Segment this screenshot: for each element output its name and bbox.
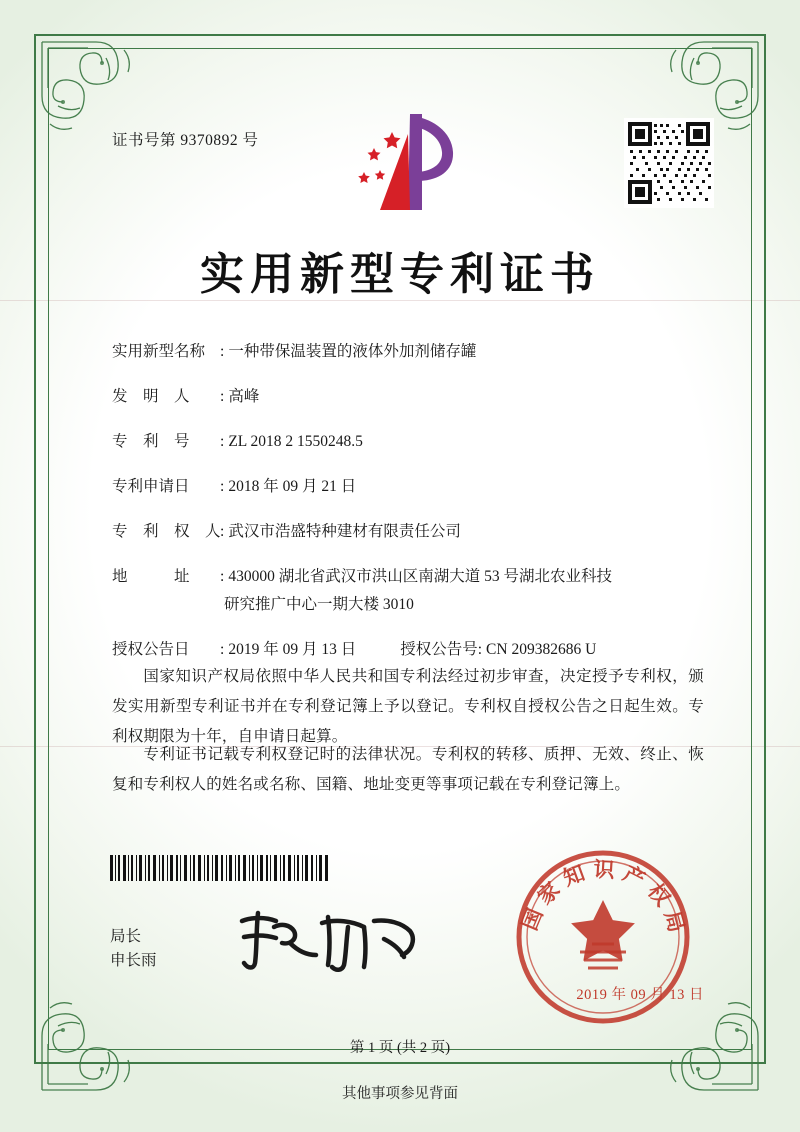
footer-note: 其他事项参见背面 [342,1086,458,1102]
field-list [112,340,712,678]
field-label: 专 利 号 [112,433,190,451]
grant-date-value: 2019 年 09 月 13 日 [228,641,357,659]
field-colon: : [220,523,225,541]
field-row-patentee [112,520,712,544]
field-value: 武汉市浩盛特种建材有限责任公司 [228,523,461,541]
field-value: 高峰 [228,388,260,406]
field-colon: : [220,433,225,451]
field-row-application-date [112,475,712,499]
cnipa-logo-icon [352,110,462,215]
grant-number-value: CN 209382686 U [486,641,597,659]
field-label: 发 明 人 [112,388,190,406]
field-value: 一种带保温装置的液体外加剂储存罐 [228,343,477,360]
field-value: ZL 2018 2 1550248.5 [228,433,363,451]
page-number: 第 1 页 (共 2 页) [349,1040,451,1056]
field-colon: : [220,388,225,406]
paragraph-1-text: 国家知识产权局依照中华人民共和国专利法经过初步审查，决定授予专利权，颁发实用新型专利证书并在专利登记簿上予以登记。专利权自授权公告之日起生效。专利权期限为十年，自申请日起算。 [112,668,704,746]
signature-block [110,925,157,973]
grant-date-colon: : [220,641,225,659]
director-title: 局长 [110,928,142,945]
seal-date: 2019 年 09 月 13 日 [576,987,704,1003]
grant-number-label: 授权公告号 [400,641,478,659]
handwritten-signature-icon [232,905,422,975]
field-label: 专 利 权 人 [112,523,221,541]
grant-number-colon: : [477,641,483,659]
field-value: 430000 湖北省武汉市洪山区南湖大道 53 号湖北农业科技 [228,568,612,586]
page-title: 实用新型专利证书 [200,249,600,300]
field-label: 专利申请日 [112,478,190,496]
paragraph-2-text: 专利证书记载专利权登记时的法律状况。专利权的转移、质押、无效、终止、恢复和专利权人的姓名或名称、国籍、地址变更等事项记载在专利登记簿上。 [112,746,704,794]
field-row-utility-model-name [112,340,712,364]
address-second-line: 研究推广中心一期大楼 3010 [224,596,414,614]
field-row-grant [112,638,712,662]
paragraph-2 [112,740,704,800]
field-row-address [112,565,712,589]
field-label: 地 址 [112,568,190,586]
barcode-icon [110,855,328,881]
qr-code-icon [624,118,714,208]
field-value: 2018 年 09 月 21 日 [228,478,357,496]
field-colon: : [220,478,225,496]
director-name: 申长雨 [110,952,157,970]
field-colon: : [220,343,225,360]
field-colon: : [220,568,225,586]
field-label: 实用新型名称 [112,343,206,360]
field-row-inventor [112,385,712,409]
field-row-patent-number [112,430,712,454]
certificate-number: 证书号第 9370892 号 [112,132,259,149]
grant-date-label: 授权公告日 [112,641,190,659]
svg-text:国家知识产权局: 国家知识产权局 [516,856,692,942]
